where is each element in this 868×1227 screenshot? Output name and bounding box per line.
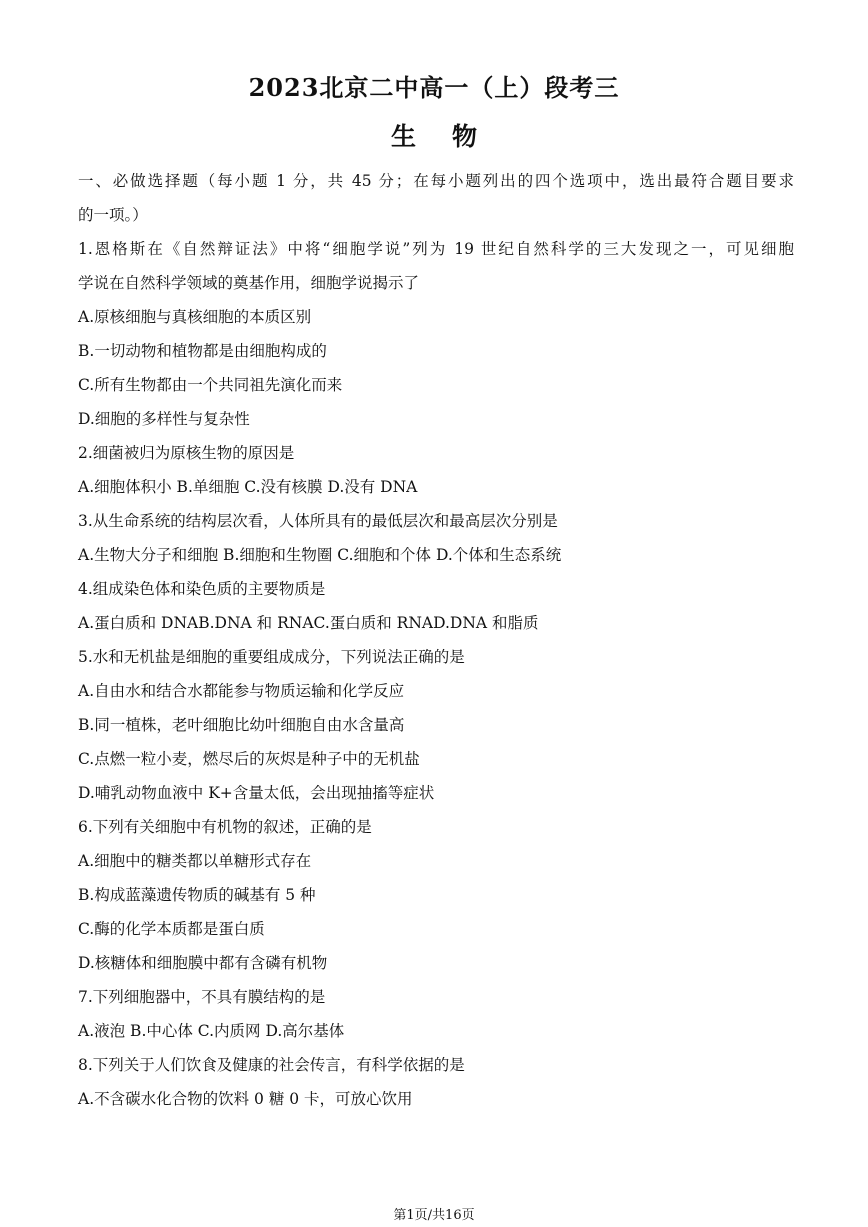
question-1-stem: 1.恩格斯在《自然辩证法》中将“细胞学说”列为 19 世纪自然科学的三大发现之一，可见细胞 <box>78 240 794 258</box>
question-4-stem: 4.组成染色体和染色质的主要物质是 <box>78 580 326 598</box>
question-6-stem: 6.下列有关细胞中有机物的叙述，正确的是 <box>78 818 372 836</box>
question-6-option-d: D.核糖体和细胞膜中都有含磷有机物 <box>78 954 328 972</box>
question-2-stem: 2.细菌被归为原核生物的原因是 <box>78 444 295 462</box>
page-title: 2023北京二中高一（上）段考三 <box>248 73 620 102</box>
section-intro: 一、必做选择题（每小题 1 分，共 45 分；在每小题列出的四个选项中，选出最符合题目要求 <box>78 172 794 190</box>
question-2-options: A.细胞体积小 B.单细胞 C.没有核膜 D.没有 DNA <box>78 478 418 496</box>
question-5-option-d: D.哺乳动物血液中 K+含量太低，会出现抽搐等症状 <box>78 784 435 802</box>
page-number: 第1页/共16页 <box>393 1208 475 1223</box>
question-5-stem: 5.水和无机盐是细胞的重要组成成分，下列说法正确的是 <box>78 648 465 666</box>
question-8-option-a: A.不含碳水化合物的饮料 0 糖 0 卡，可放心饮用 <box>78 1090 413 1108</box>
question-3-options: A.生物大分子和细胞 B.细胞和生物圈 C.细胞和个体 D.个体和生态系统 <box>78 546 562 564</box>
question-7-options: A.液泡 B.中心体 C.内质网 D.高尔基体 <box>78 1022 345 1040</box>
question-7-stem: 7.下列细胞器中，不具有膜结构的是 <box>78 988 326 1006</box>
question-1-option-b: B.一切动物和植物都是由细胞构成的 <box>78 342 327 360</box>
question-5-option-b: B.同一植株，老叶细胞比幼叶细胞自由水含量高 <box>78 716 405 734</box>
question-1-option-c: C.所有生物都由一个共同祖先演化而来 <box>78 376 343 394</box>
question-6-option-a: A.细胞中的糖类都以单糖形式存在 <box>78 852 312 870</box>
question-1-stem-cont: 学说在自然科学领域的奠基作用，细胞学说揭示了 <box>78 274 420 292</box>
section-intro-cont: 的一项。） <box>78 206 148 224</box>
question-1-option-d: D.细胞的多样性与复杂性 <box>78 410 250 428</box>
question-5-option-a: A.自由水和结合水都能参与物质运输和化学反应 <box>78 682 405 700</box>
question-6-option-c: C.酶的化学本质都是蛋白质 <box>78 920 265 938</box>
question-5-option-c: C.点燃一粒小麦，燃尽后的灰烬是种子中的无机盐 <box>78 750 420 768</box>
subject-heading: 生物 <box>390 122 513 151</box>
question-1-option-a: A.原核细胞与真核细胞的本质区别 <box>78 308 312 326</box>
question-8-stem: 8.下列关于人们饮食及健康的社会传言，有科学依据的是 <box>78 1056 465 1074</box>
question-4-options: A.蛋白质和 DNAB.DNA 和 RNAC.蛋白质和 RNAD.DNA 和脂质 <box>78 614 539 632</box>
question-3-stem: 3.从生命系统的结构层次看，人体所具有的最低层次和最高层次分别是 <box>78 512 558 530</box>
exam-body <box>78 164 794 1116</box>
question-6-option-b: B.构成蓝藻遗传物质的碱基有 5 种 <box>78 886 316 904</box>
